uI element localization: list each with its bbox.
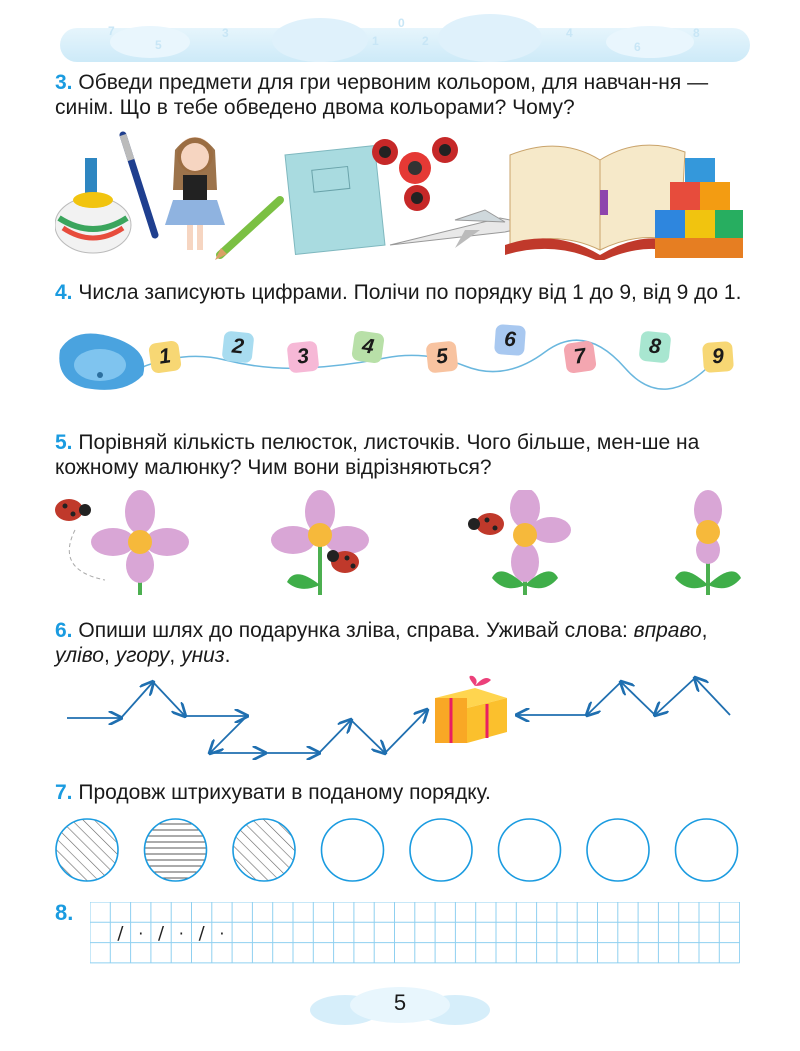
hatching-circle — [233, 819, 295, 881]
hatching-circles — [55, 815, 745, 885]
page-number: 5 — [393, 990, 407, 1015]
hatching-circle — [676, 819, 738, 881]
hatching-circle — [499, 819, 561, 881]
footer — [300, 980, 500, 1030]
cloud-number: 4 — [566, 26, 573, 40]
task-text: Порівняй кількість пелюсток, листочків. Чого більше, мен-ше на кожному малюнку? Чим вони відрізняються? — [55, 431, 700, 479]
flower-4 — [675, 490, 741, 595]
task-number: 5. — [55, 431, 73, 454]
task-text: Опиши шлях до подарунка зліва, справа. Уживай слова: — [78, 619, 634, 642]
task-number: 6. — [55, 619, 73, 642]
ladybug-icon — [55, 499, 91, 521]
grid-pattern-mark: · — [138, 923, 144, 943]
hatching-circle — [410, 819, 472, 881]
header-clouds — [0, 0, 800, 80]
word-up: угору — [115, 644, 170, 667]
pencil-icon — [215, 200, 280, 260]
gift-box-icon — [435, 676, 507, 743]
pencil-sharpener-icon — [59, 334, 144, 390]
task-number: 4. — [55, 281, 73, 304]
right-path — [517, 678, 730, 715]
task-8-number: 8. — [55, 900, 74, 925]
task-number: 7. — [55, 781, 73, 804]
cloud-number: 3 — [222, 26, 229, 40]
word-down: униз — [181, 644, 225, 667]
flower-2 — [271, 490, 369, 595]
cloud-band — [0, 0, 800, 80]
cloud-number: 6 — [634, 40, 641, 54]
task-3 — [55, 70, 745, 120]
task-6: 6. Опиши шлях до подарунка зліва, справа. Уживай слова: вправо, уліво, угору, униз. — [55, 619, 708, 667]
number-card: 7 — [563, 340, 597, 374]
cloud-number: 8 — [693, 26, 700, 40]
task-7 — [55, 780, 745, 805]
hatching-circle — [587, 819, 649, 881]
paths-to-gift — [55, 670, 745, 770]
hatching-circle — [322, 819, 384, 881]
grid-pattern-mark: / — [198, 922, 205, 944]
number-card: 8 — [639, 331, 672, 364]
number-card: 5 — [426, 341, 459, 374]
items-picture-row — [55, 130, 745, 260]
hatching-circle — [145, 819, 207, 881]
cloud-number: 1 — [372, 34, 379, 48]
notebook-icon — [285, 146, 385, 255]
cloud-number: 2 — [422, 34, 429, 48]
grid-pattern-mark: / — [158, 922, 165, 944]
grid-pattern-mark: · — [178, 923, 184, 943]
task-4 — [55, 280, 745, 305]
flower-3 — [468, 490, 571, 595]
doll-icon — [165, 137, 225, 250]
number-card: 1 — [148, 340, 182, 374]
grid-pattern-mark: / — [117, 922, 124, 944]
fidget-spinner-icon — [372, 137, 458, 211]
hatching-circle — [56, 819, 118, 881]
number-card: 3 — [287, 341, 320, 374]
ladybug-icon — [468, 513, 504, 535]
writing-grid — [90, 902, 740, 964]
task-number: 3. — [55, 71, 73, 94]
word-right: вправо — [633, 619, 702, 642]
task-text: Числа записують цифрами. Полічи по порядку від 1 до 9, від 9 до 1. — [78, 281, 742, 304]
number-card: 6 — [494, 324, 526, 356]
number-card: 9 — [702, 341, 734, 373]
number-card: 4 — [351, 330, 385, 364]
flowers-row — [55, 490, 745, 600]
ladybug-icon — [327, 550, 359, 573]
cloud-number: 7 — [108, 24, 115, 38]
word-left: уліво — [55, 644, 104, 667]
left-path — [67, 682, 427, 753]
cloud-number: 5 — [155, 38, 162, 52]
task-text: Продовж штрихувати в поданому порядку. — [78, 781, 491, 804]
number-line — [55, 320, 745, 395]
flower-1 — [55, 490, 189, 595]
number-card: 2 — [222, 331, 255, 364]
grid-pattern-mark: · — [219, 923, 225, 943]
spinning-top-icon — [55, 158, 131, 253]
cloud-number: 0 — [398, 16, 405, 30]
task-text: Обведи предмети для гри червоним кольором, для навчан-ня — синім. Що в тебе обведено двома кольорами? Чому? — [55, 71, 709, 119]
task-5 — [55, 430, 745, 480]
